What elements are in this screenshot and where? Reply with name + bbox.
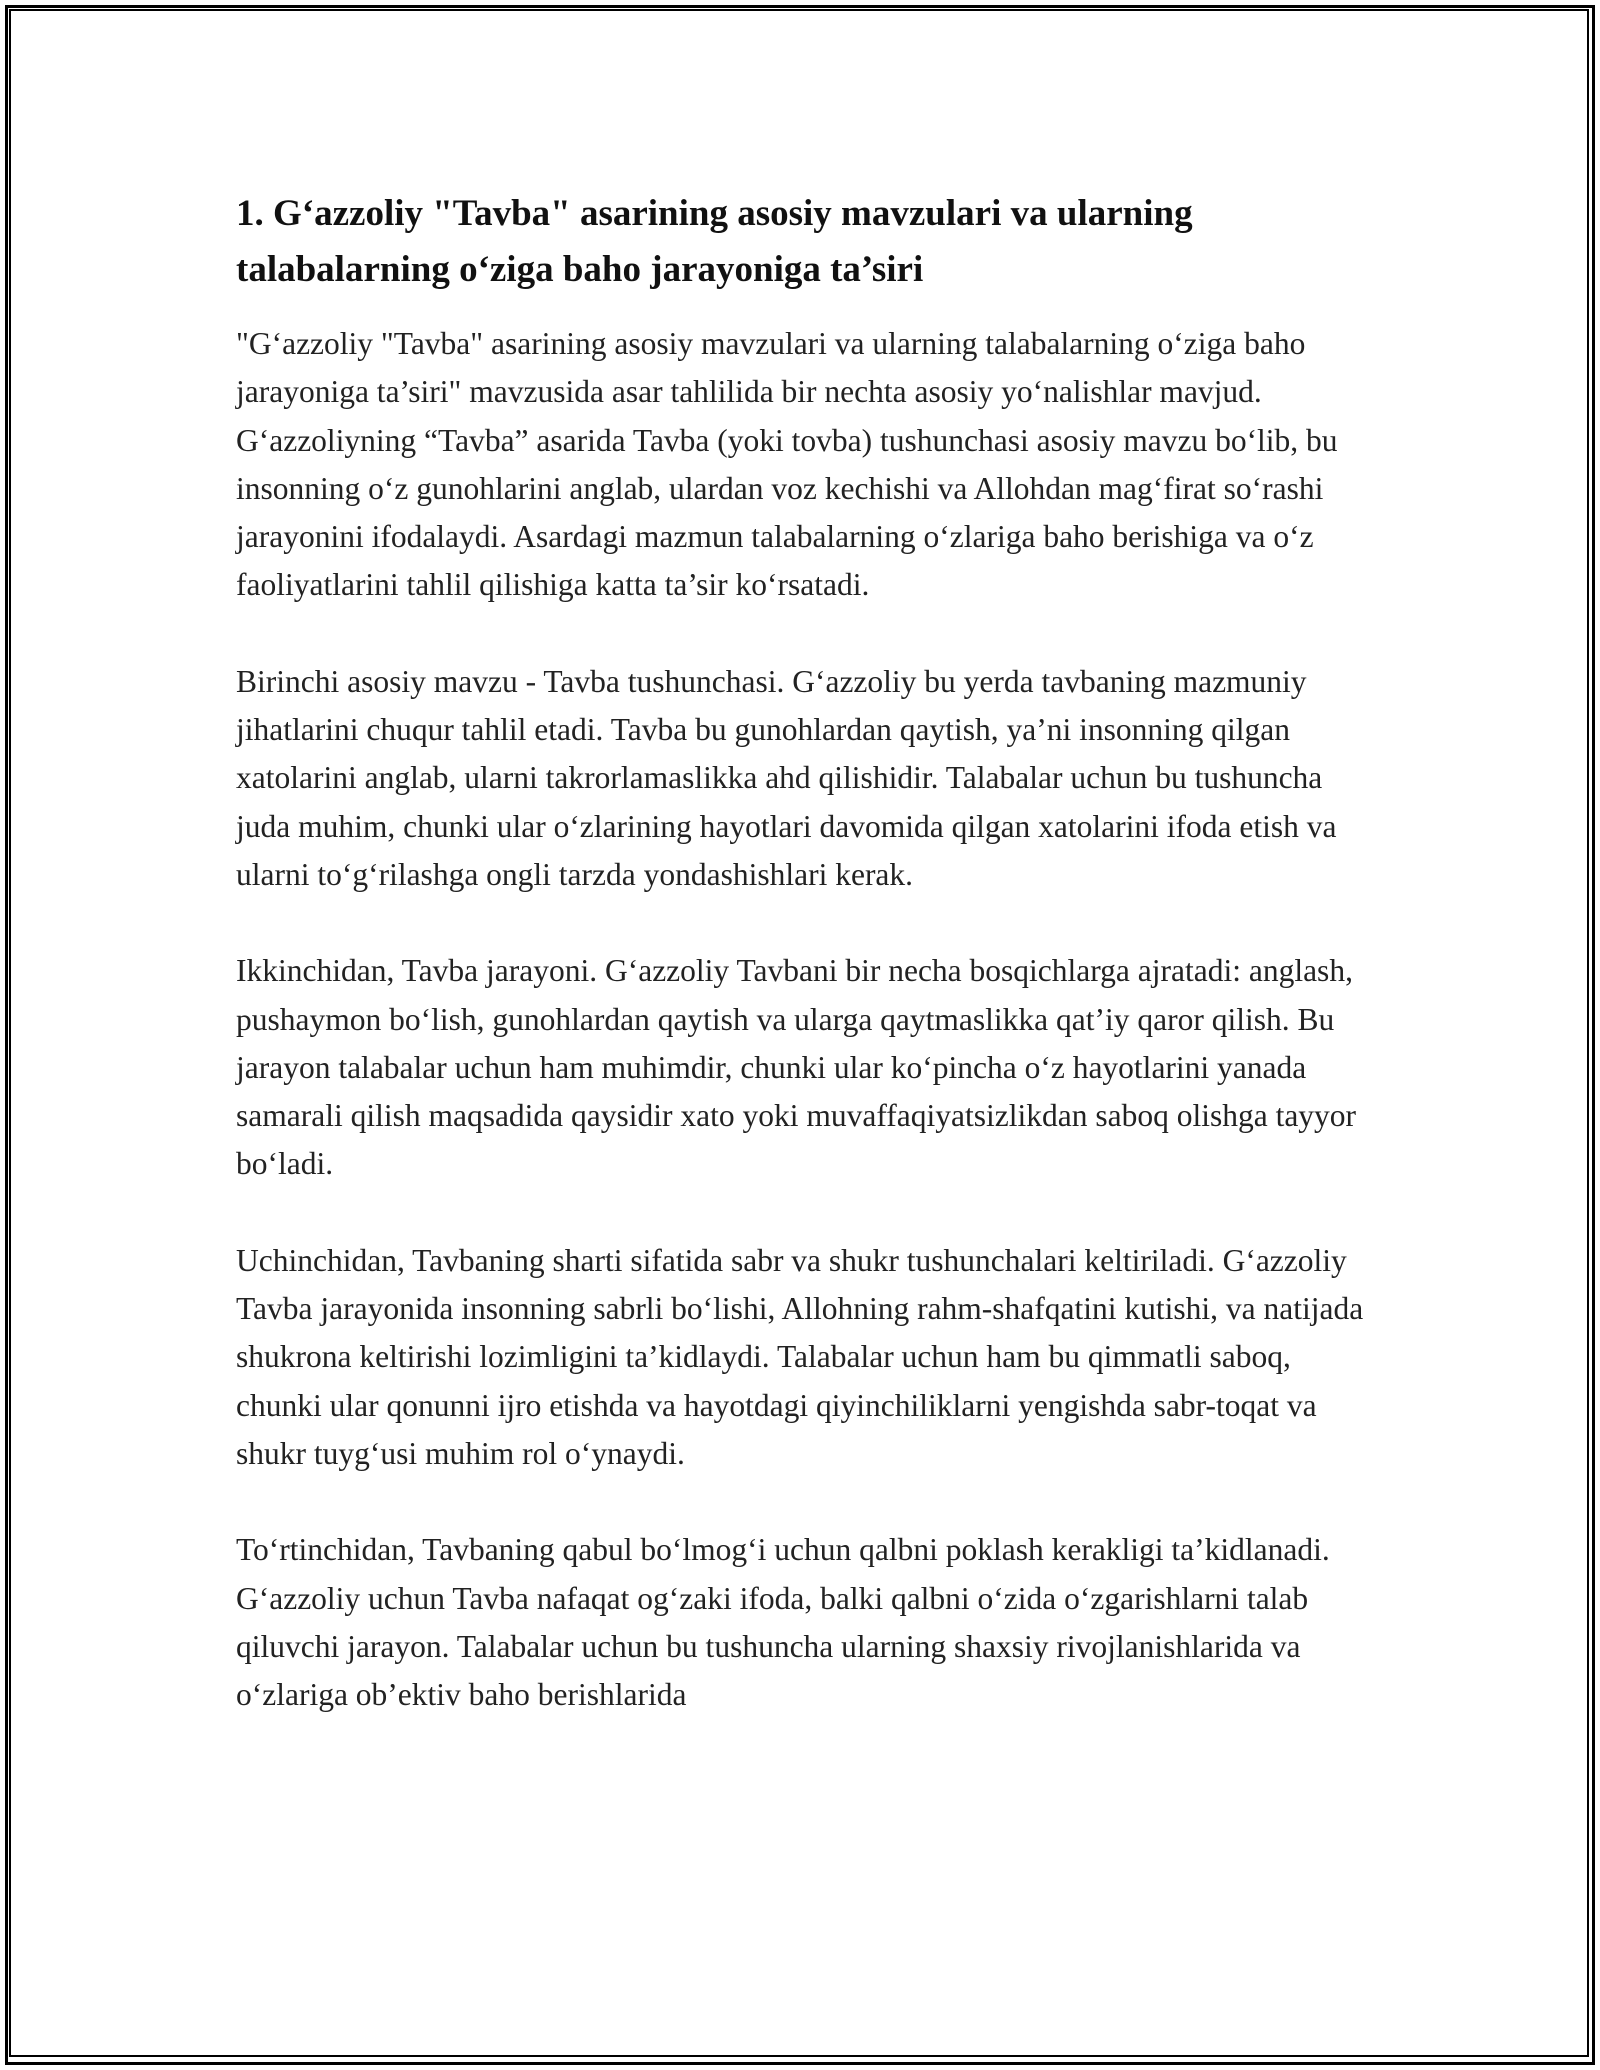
paragraph-first-theme: Birinchi asosiy mavzu - Tavba tushunchasi. G‘azzoliy bu yerda tavbaning mazmuniy jihatlarini chuqur tahlil etadi. Tavba bu gunohlardan qaytish, ya’ni insonning qilgan xatolarini anglab, ularni takrorlamaslikka ahd qilishidir. Talabalar uchun bu tushuncha juda muhim, chunki ular o‘zlarining hayotlari davomida qilgan xatolarini ifoda etish va ularni to‘g‘rilashga ongli tarzda yondashishlari kerak. bbox=[236, 663, 1337, 892]
paragraph-fourth-theme: To‘rtinchidan, Tavbaning qabul bo‘lmog‘i uchun qalbni poklash kerakligi ta’kidlanadi. G‘azzoliy uchun Tavba nafaqat og‘zaki ifoda, balki qalbni o‘zida o‘zgarishlarni talab qiluvchi jarayon. Talabalar uchun bu tushuncha ularning shaxsiy rivojlanishlarida va o‘zlariga ob’ektiv baho berishlarida bbox=[236, 1532, 1330, 1713]
section-heading: 1. G‘azzoliy "Tavba" asarining asosiy mavzulari va ularning talabalarning o‘ziga baho jarayoniga ta’siri bbox=[236, 193, 1193, 290]
document-body bbox=[236, 186, 1376, 1767]
paragraph-second-theme: Ikkinchidan, Tavba jarayoni. G‘azzoliy Tavbani bir necha bosqichlarga ajratadi: anglash, pushaymon bo‘lish, gunohlardan qaytish va ularga qaytmaslikka qat’iy qaror qilish. Bu jarayon talabalar uchun ham muhimdir, chunki ular ko‘pincha o‘z hayotlarini yanada samarali qilish maqsadida qaysidir xato yoki muvaffaqiyatsizlikdan saboq olishga tayyor bo‘ladi. bbox=[236, 953, 1357, 1182]
paragraph-third-theme: Uchinchidan, Tavbaning sharti sifatida sabr va shukr tushunchalari keltiriladi. G‘azzoliy Tavba jarayonida insonning sabrli bo‘lishi, Allohning rahm-shafqatini kutishi, va natijada shukrona keltirishi lozimligini ta’kidlaydi. Talabalar uchun ham bu qimmatli saboq, chunki ular qonunni ijro etishda va hayotdagi qiyinchiliklarni yengishda sabr-toqat va shukr tuyg‘usi muhim rol o‘ynaydi. bbox=[236, 1242, 1364, 1471]
paragraph-intro: "G‘azzoliy "Tavba" asarining asosiy mavzulari va ularning talabalarning o‘ziga baho jarayoniga ta’siri" mavzusida asar tahlilida bir nechta asosiy yo‘nalishlar mavjud. G‘azzoliyning “Tavba” asarida Tavba (yoki tovba) tushunchasi asosiy mavzu bo‘lib, bu insonning o‘z gunohlarini anglab, ulardan voz kechishi va Allohdan mag‘firat so‘rashi jarayonini ifodalaydi. Asardagi mazmun talabalarning o‘zlariga baho berishiga va o‘z faoliyatlarini tahlil qilishiga katta ta’sir ko‘rsatadi. bbox=[236, 326, 1338, 603]
